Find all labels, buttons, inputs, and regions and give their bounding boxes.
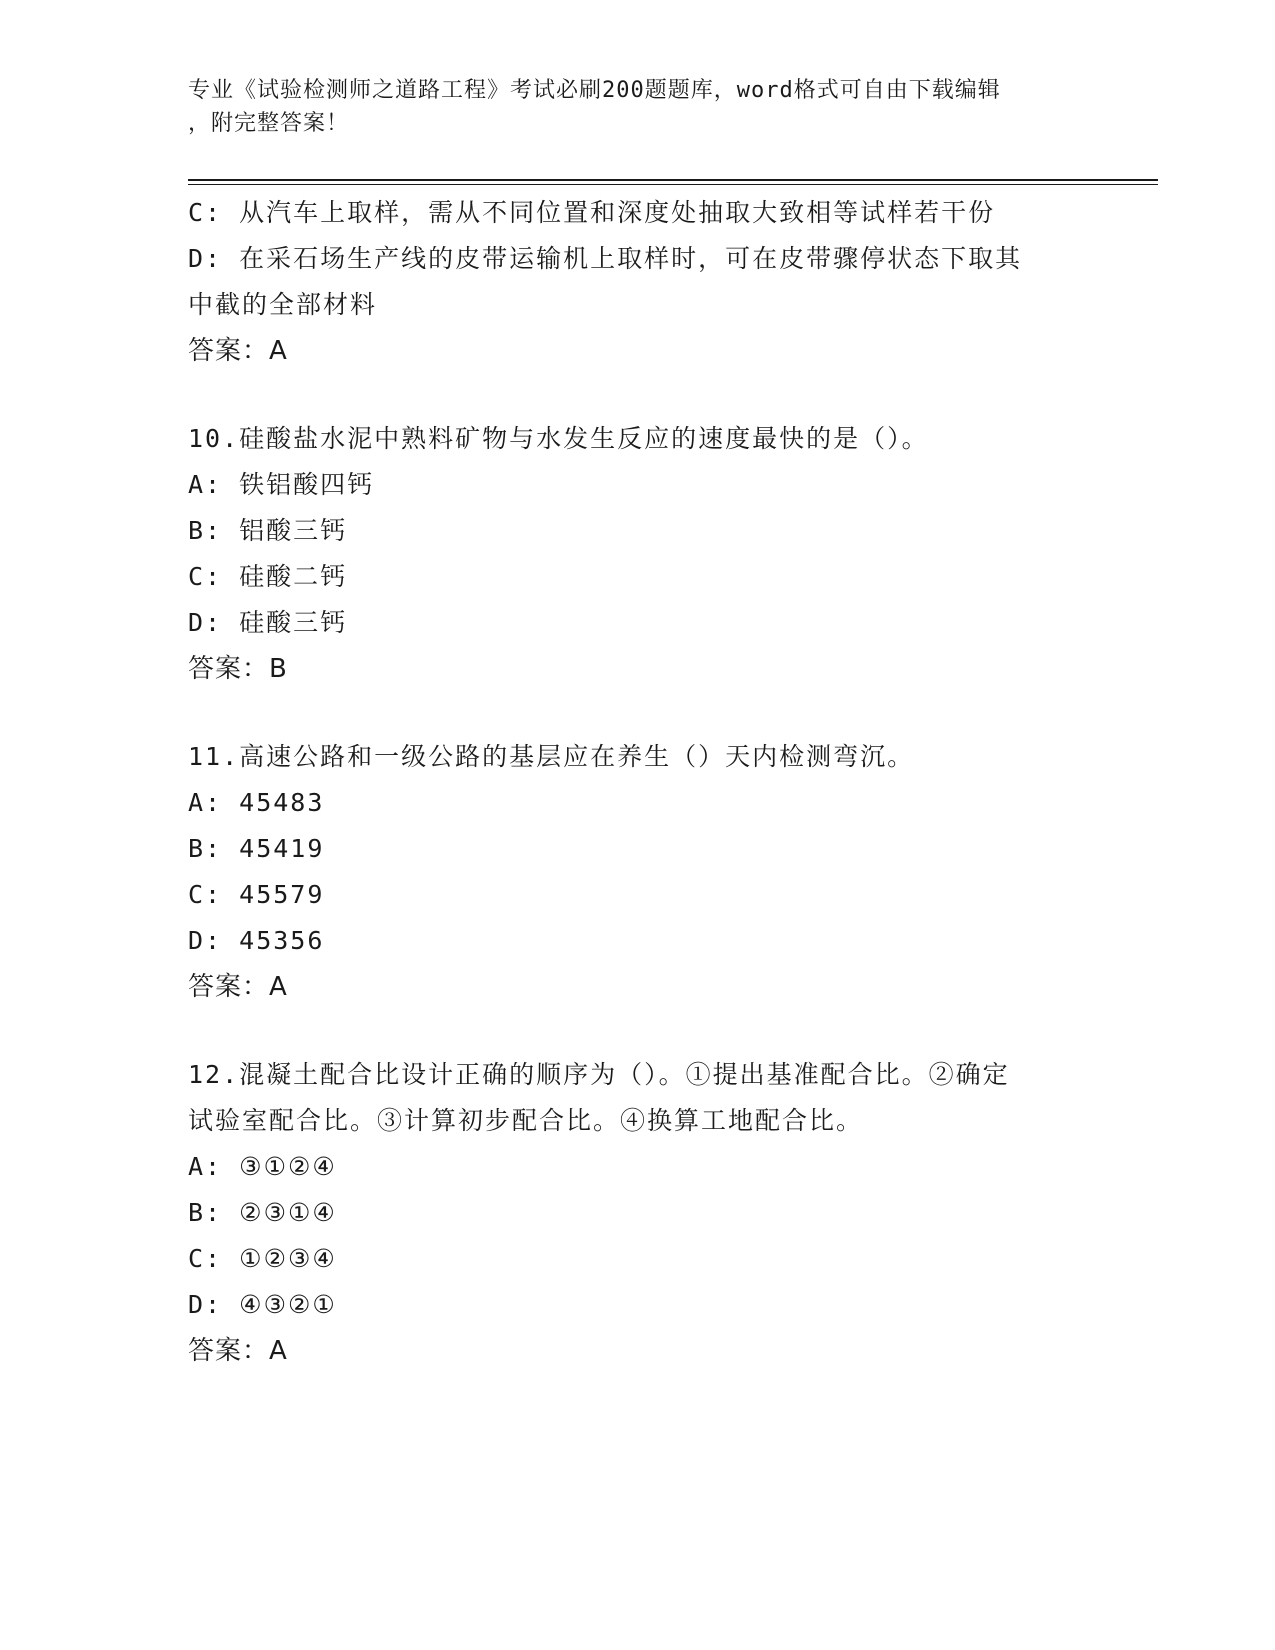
option-d: D: 硅酸三钙 (188, 608, 348, 637)
option-c: C: 45579 (188, 880, 325, 909)
option-c: C: 硅酸二钙 (188, 562, 348, 591)
option-b: B: 45419 (188, 834, 325, 863)
option-c: C: 从汽车上取样，需从不同位置和深度处抽取大致相等试样若干份 (188, 198, 996, 227)
option-a: A: 铁铝酸四钙 (188, 470, 375, 499)
answer: 答案：B (188, 654, 288, 684)
option-d: D: ④③②① (188, 1290, 337, 1319)
header-rule-thick (188, 179, 1158, 181)
option-a: A: 45483 (188, 788, 325, 817)
question-11 (188, 734, 1088, 1010)
option-b: B: ②③①④ (188, 1198, 337, 1227)
header-rule-thin (188, 184, 1158, 185)
question-10 (188, 416, 1088, 692)
option-d-line-1: D: 在采石场生产线的皮带运输机上取样时，可在皮带骤停状态下取其 (188, 244, 1023, 273)
answer: 答案：A (188, 972, 288, 1002)
option-b: B: 铝酸三钙 (188, 516, 348, 545)
question-stem: 11.高速公路和一级公路的基层应在养生（）天内检测弯沉。 (188, 742, 915, 771)
header-line-1: 专业《试验检测师之道路工程》考试必刷200题题库，word格式可自由下载编辑 (188, 78, 1001, 103)
question-12 (188, 1052, 1088, 1374)
option-d-line-2: 中截的全部材料 (188, 290, 378, 319)
option-d: D: 45356 (188, 926, 325, 955)
option-a: A: ③①②④ (188, 1152, 337, 1181)
question-content (188, 190, 1088, 1374)
previous-question-tail (188, 190, 1088, 374)
document-header (188, 74, 1068, 140)
answer: 答案：A (188, 336, 288, 366)
question-stem: 10.硅酸盐水泥中熟料矿物与水发生反应的速度最快的是（）。 (188, 424, 929, 453)
header-line-2: ，附完整答案！ (188, 111, 350, 136)
question-stem-line-2: 试验室配合比。③计算初步配合比。④换算工地配合比。 (188, 1106, 864, 1135)
answer: 答案：A (188, 1336, 288, 1366)
question-stem-line-1: 12.混凝土配合比设计正确的顺序为（）。①提出基准配合比。②确定 (188, 1060, 1010, 1089)
option-c: C: ①②③④ (188, 1244, 337, 1273)
